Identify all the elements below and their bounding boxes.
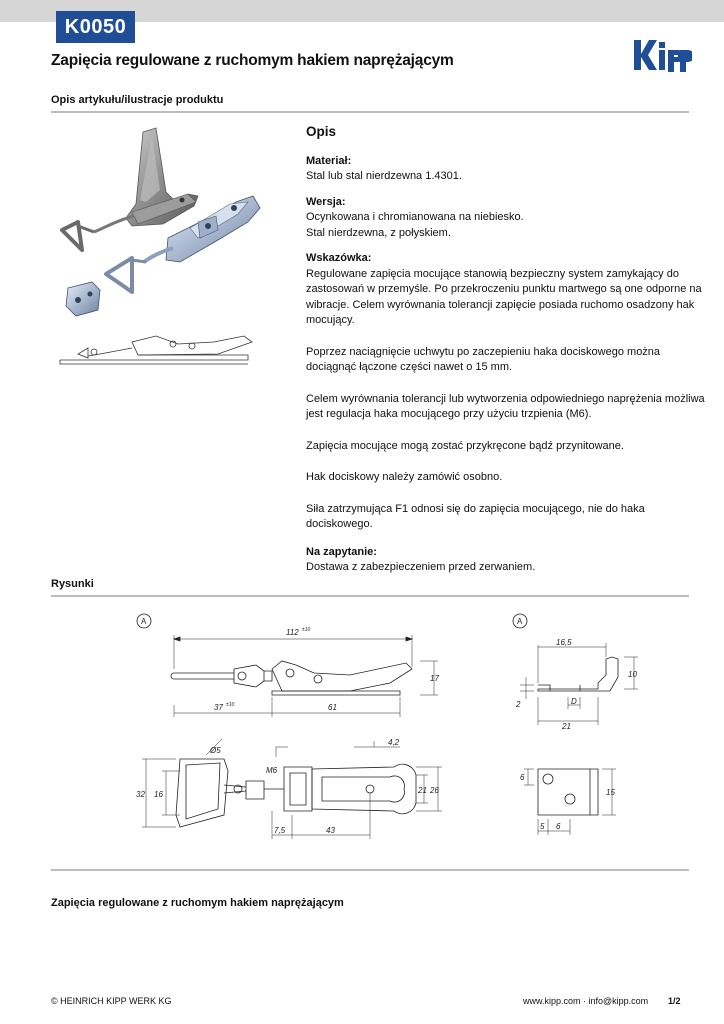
dim-m6: M6: [266, 766, 278, 775]
dim-112: 112: [286, 628, 299, 637]
dim-26: 26: [430, 786, 439, 795]
dim-21-hook: 21: [562, 722, 571, 731]
note-paragraph-6: Siła zatrzymująca F1 odnosi się do zapięcia mocującego, nie do haka dociskowego.: [306, 502, 645, 530]
bottom-divider: [51, 869, 689, 871]
section-divider: [51, 111, 689, 113]
dim-4-2: 4,2: [388, 738, 400, 747]
product-illustration: [48, 122, 270, 372]
dim-d: D: [571, 697, 577, 706]
description-heading: Opis: [306, 124, 337, 139]
note-paragraph-5: Hak dociskowy należy zamówić osobno.: [306, 471, 503, 483]
note-label: Wskazówka:: [306, 252, 372, 264]
bottom-product-title: Zapięcia regulowane z ruchomym hakiem naprężającym: [51, 897, 344, 909]
kipp-logo: [632, 38, 692, 74]
material-text: Stal lub stal nierdzewna 1.4301.: [306, 170, 462, 182]
technical-drawings: [50, 605, 690, 860]
dim-15: 15: [606, 788, 615, 797]
dim-7-5: 7,5: [274, 826, 286, 835]
request-label: Na zapytanie:: [306, 545, 377, 558]
footer-page-number: 1/2: [668, 996, 681, 1006]
dim-37-tol: ±10: [226, 702, 235, 708]
dim-2: 2: [516, 700, 521, 709]
dim-5: 5: [540, 822, 545, 831]
version-line-2: Stal nierdzewna, z połyskiem.: [306, 226, 451, 239]
dim-32: 32: [136, 790, 145, 799]
dim-6-bottom: 6: [556, 822, 561, 831]
dim-16: 16: [154, 790, 163, 799]
section-heading-drawings: Rysunki: [51, 578, 94, 590]
material-label: Materiał:: [306, 154, 352, 167]
note-paragraph-3: Celem wyrównania tolerancji lub wytworzenia odpowiedniego naprężenia możliwa jest regulacja haka mocującego przy użyciu trzpienia (M6).: [306, 392, 705, 420]
note-paragraph-4: Zapięcia mocujące mogą zostać przykręcone bądź przynitowane.: [306, 439, 624, 452]
dim-17: 17: [430, 674, 439, 683]
note-paragraph-2: Poprzez naciągnięcie uchwytu po zaczepieniu haka dociskowego można dociągnąć łączone części nawet o 15 mm.: [306, 345, 661, 373]
dim-21: 21: [418, 786, 427, 795]
dim-10: 10: [628, 670, 637, 679]
dim-43: 43: [326, 826, 335, 835]
description-panel: [306, 124, 706, 576]
drawings-divider: [51, 595, 689, 597]
view-a-label-left: A: [141, 617, 147, 626]
product-code-badge: K0050: [56, 11, 135, 43]
page-title: Zapięcia regulowane z ruchomym hakiem naprężającym: [51, 52, 454, 69]
dim-37: 37: [214, 703, 223, 712]
footer-contact[interactable]: www.kipp.com · info@kipp.com: [523, 996, 649, 1006]
version-line-1: Ocynkowana i chromianowana na niebiesko.: [306, 211, 524, 223]
dim-112-tol: ±10: [302, 627, 311, 633]
footer-copyright: © HEINRICH KIPP WERK KG: [51, 996, 172, 1006]
version-label: Wersja:: [306, 195, 346, 208]
section-heading-product: Opis artykułu/ilustracje produktu: [51, 94, 224, 106]
dim-d5: Ø5: [210, 746, 221, 755]
dim-61: 61: [328, 703, 337, 712]
request-text: Dostawa z zabezpieczeniem przed zerwaniem.: [306, 561, 536, 573]
dim-16-5: 16,5: [556, 638, 572, 647]
dim-6: 6: [520, 773, 525, 782]
note-paragraph-1: Regulowane zapięcia mocujące stanowią bezpieczny system zamykający do zastosowań w przemyśle. Po przekroczeniu punktu martwego są one odporne na wibracje. Celem wyrównania tolerancji zapięcie posiada ruchomo osadzony hak mocujący.: [306, 267, 702, 326]
view-a-label-right: A: [517, 617, 523, 626]
